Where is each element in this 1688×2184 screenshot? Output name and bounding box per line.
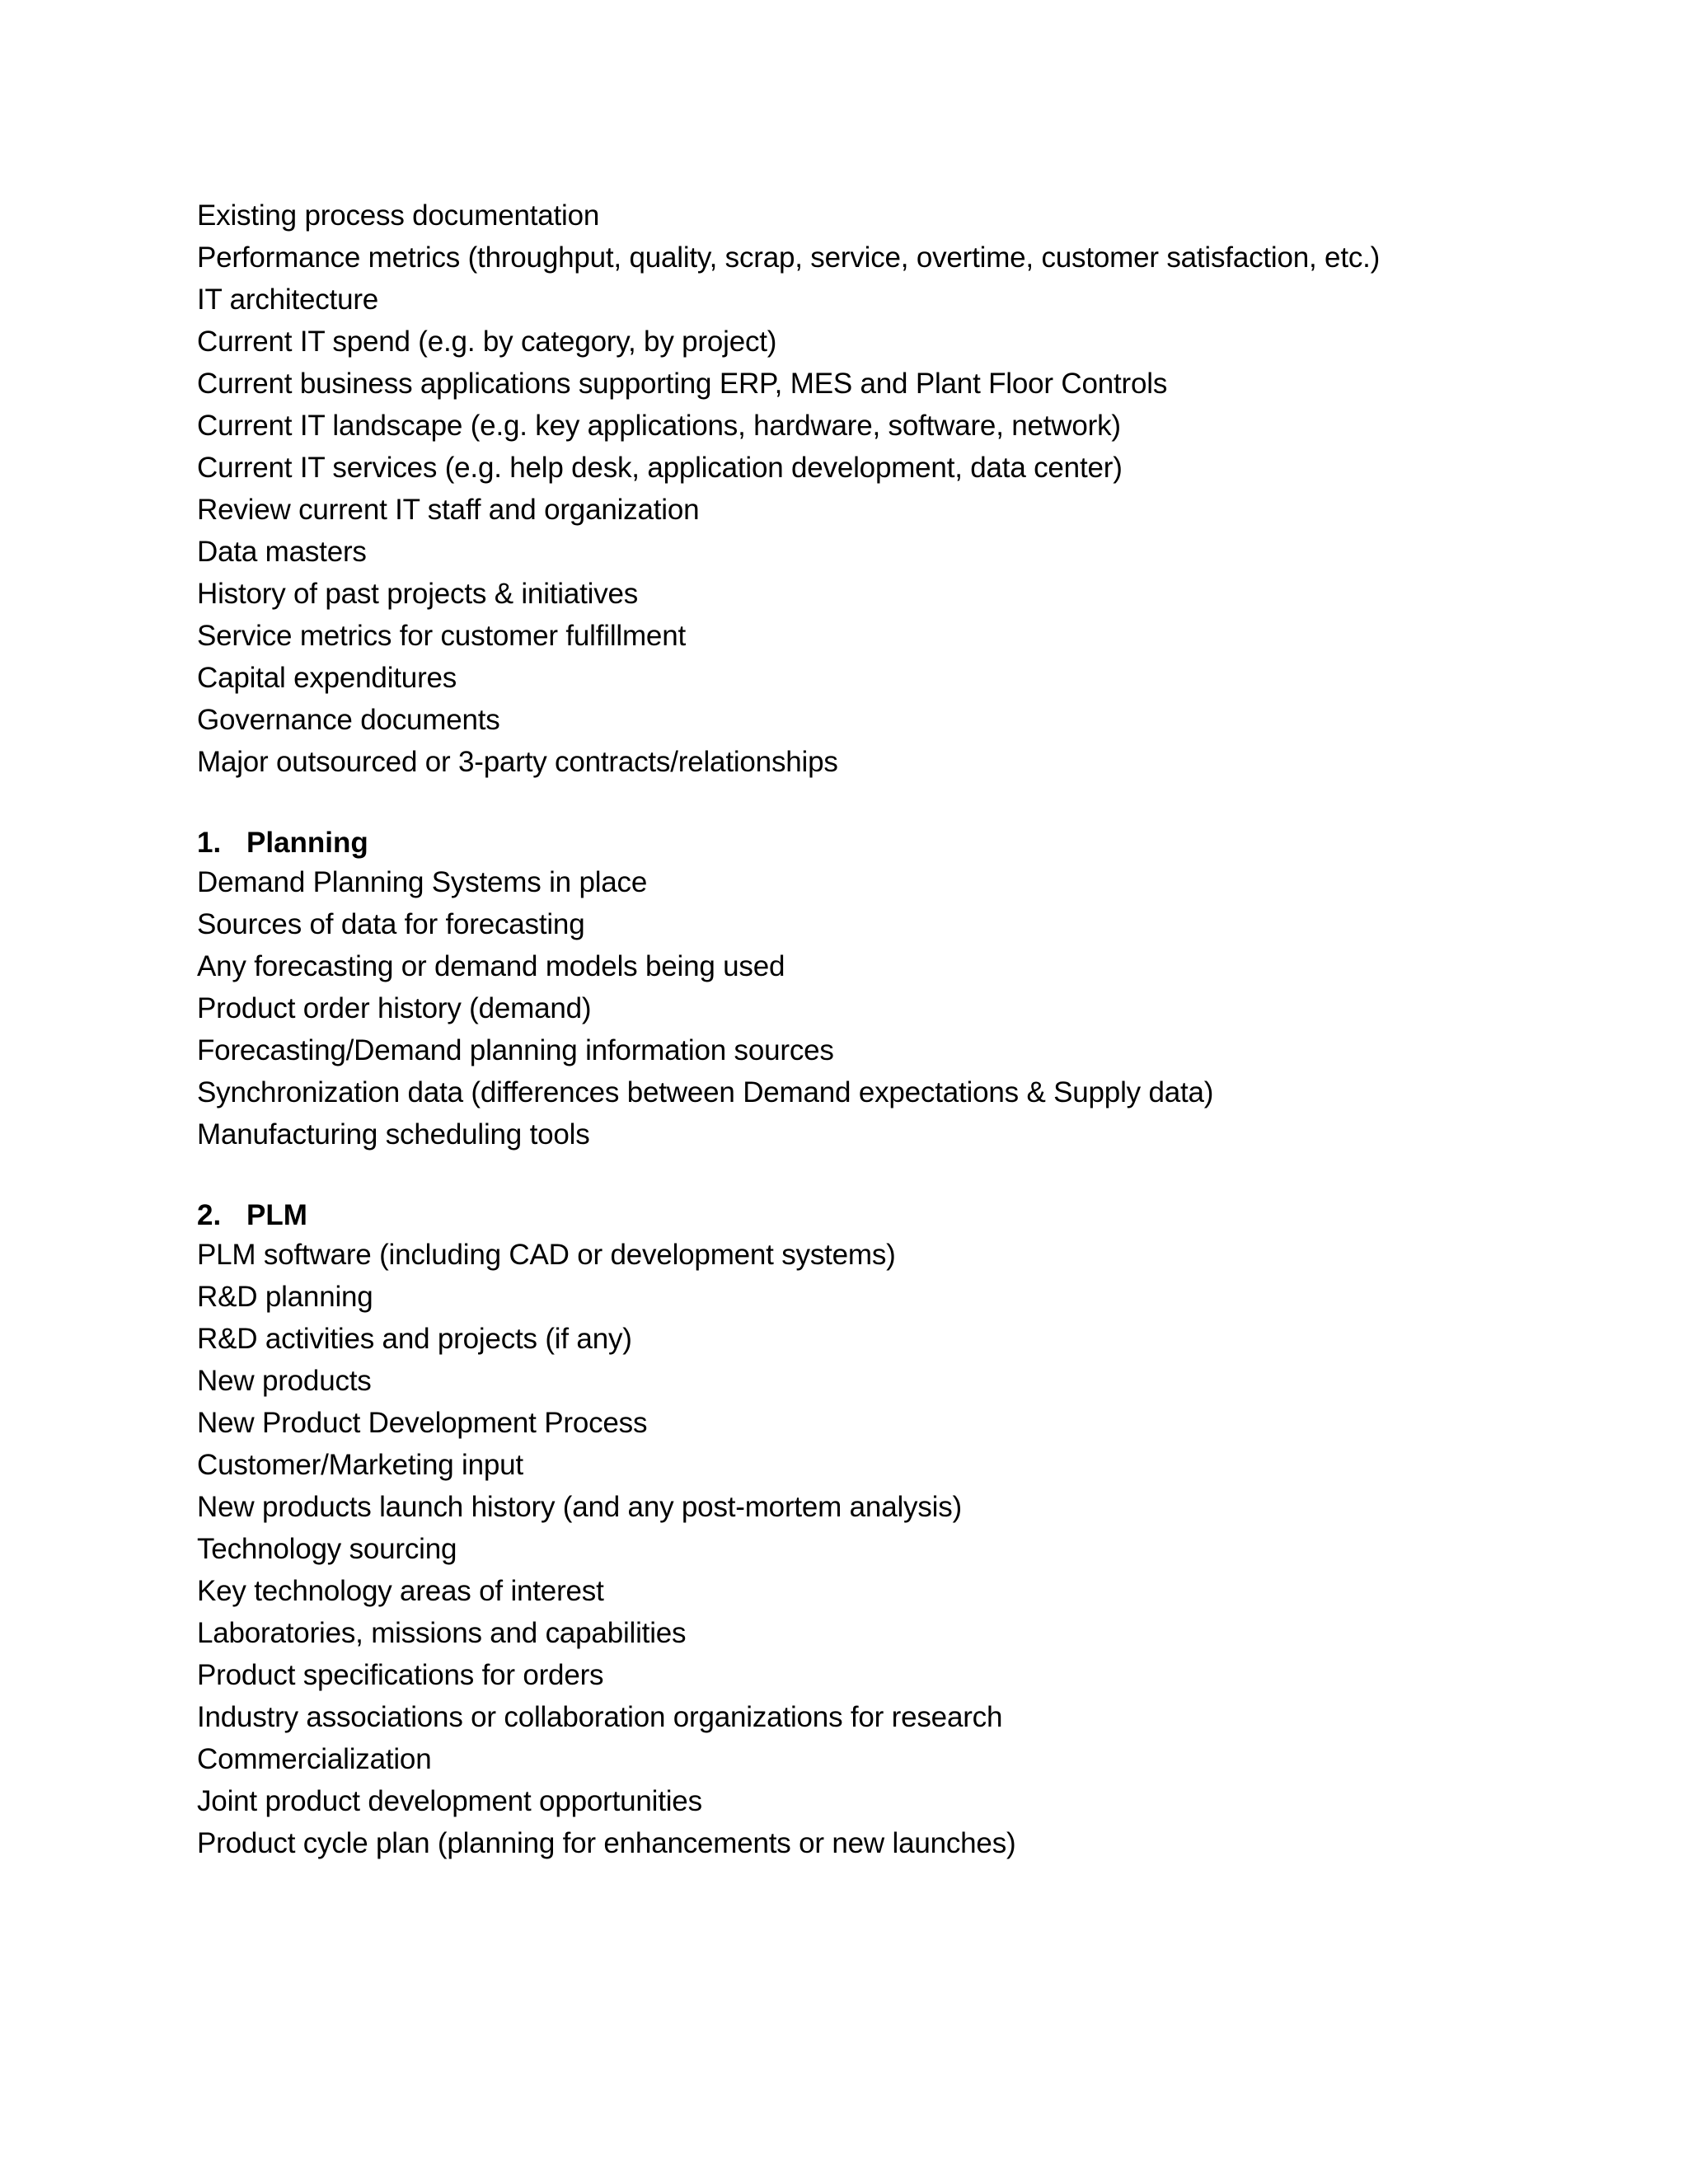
list-item: Laboratories, missions and capabilities <box>197 1617 687 1649</box>
list-item: Current IT spend (e.g. by category, by project) <box>197 326 777 358</box>
planning-section <box>197 825 1598 1155</box>
list-item: Sources of data for forecasting <box>197 908 585 940</box>
list-item: Commercialization <box>197 1743 432 1775</box>
list-item: Key technology areas of interest <box>197 1575 604 1607</box>
section-heading-plm <box>197 1197 1598 1234</box>
section-heading-planning <box>197 825 1598 861</box>
list-item: Customer/Marketing input <box>197 1449 523 1481</box>
section-title: Planning <box>246 827 368 859</box>
list-item: Joint product development opportunities <box>197 1785 702 1817</box>
list-item: Service metrics for customer fulfillment <box>197 620 686 652</box>
section-title: PLM <box>246 1199 307 1231</box>
list-item: Forecasting/Demand planning information sources <box>197 1034 834 1066</box>
list-item: PLM software (including CAD or development systems) <box>197 1239 896 1271</box>
list-item: Synchronization data (differences between Demand expectations & Supply data) <box>197 1076 1214 1108</box>
list-item: IT architecture <box>197 284 379 316</box>
list-item: New Product Development Process <box>197 1407 648 1439</box>
list-item: Current IT landscape (e.g. key applications, hardware, software, network) <box>197 410 1121 442</box>
list-item: Product specifications for orders <box>197 1659 604 1691</box>
intro-list <box>197 194 1598 783</box>
document-content <box>197 194 1598 1864</box>
list-item: Data masters <box>197 536 367 568</box>
list-item: Product order history (demand) <box>197 992 592 1024</box>
list-item: Industry associations or collaboration organizations for research <box>197 1701 1003 1733</box>
list-item: New products launch history (and any post-mortem analysis) <box>197 1491 962 1523</box>
list-item: Manufacturing scheduling tools <box>197 1118 590 1151</box>
list-item: Governance documents <box>197 704 500 736</box>
list-item: Capital expenditures <box>197 662 457 694</box>
list-item: R&D activities and projects (if any) <box>197 1323 632 1355</box>
list-item: New products <box>197 1365 372 1397</box>
section-number: 2. <box>197 1199 222 1231</box>
plm-section <box>197 1197 1598 1864</box>
list-item: Review current IT staff and organization <box>197 494 700 526</box>
list-item: R&D planning <box>197 1281 373 1313</box>
list-item: Performance metrics (throughput, quality, scrap, service, overtime, customer satisfaction, etc.) <box>197 241 1381 274</box>
list-item: Existing process documentation <box>197 199 600 232</box>
list-item: Current IT services (e.g. help desk, application development, data center) <box>197 452 1123 484</box>
list-item: Current business applications supporting ERP, MES and Plant Floor Controls <box>197 368 1168 400</box>
list-item: Demand Planning Systems in place <box>197 866 648 898</box>
list-item: Any forecasting or demand models being used <box>197 950 785 982</box>
list-item: Major outsourced or 3-party contracts/relationships <box>197 746 838 778</box>
list-item: Product cycle plan (planning for enhancements or new launches) <box>197 1827 1016 1859</box>
section-number: 1. <box>197 827 222 859</box>
list-item: Technology sourcing <box>197 1533 457 1565</box>
list-item: History of past projects & initiatives <box>197 578 639 610</box>
